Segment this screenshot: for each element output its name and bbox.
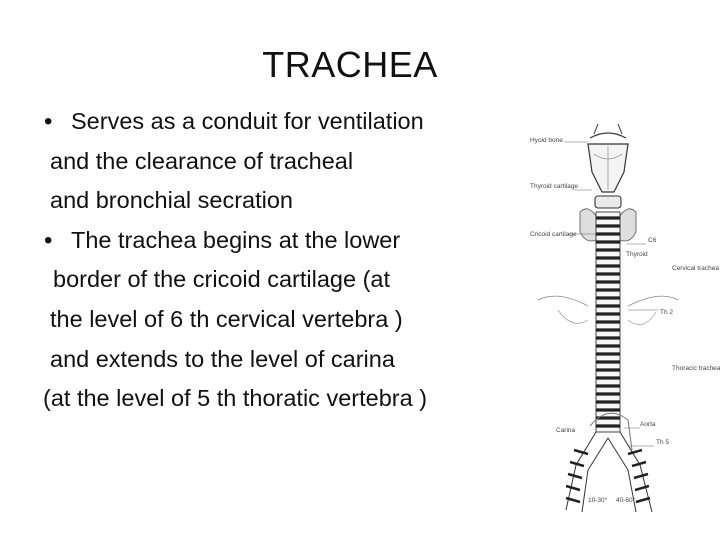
label-th5: Th 5	[656, 439, 670, 446]
label-thoracic-trachea: Thoracic trachea	[672, 365, 720, 372]
label-carina: Carina	[556, 427, 576, 434]
line-text: and extends to the level of carina	[50, 345, 395, 372]
line-text: Serves as a conduit for ventilation	[71, 108, 424, 134]
bronchi	[566, 432, 652, 512]
label-cricoid: Cricoid cartilage	[530, 231, 577, 238]
slide-title: TRACHEA	[262, 44, 438, 85]
line-text: the level of 6 th cervical vertebra )	[50, 305, 403, 332]
trachea-anatomy-icon	[528, 120, 720, 525]
bullet-icon: •	[44, 108, 53, 135]
label-angle-right: 10-30°	[588, 497, 608, 504]
text-line	[40, 379, 540, 419]
line-text: border of the cricoid cartilage (at	[53, 266, 390, 293]
label-cervical-trachea: Cervical trachea	[672, 265, 719, 272]
text-line	[40, 221, 540, 261]
trachea-anatomy-figure	[528, 120, 720, 525]
label-thyroid-gland: Thyroid	[626, 251, 648, 258]
line-text: and the clearance of tracheal	[50, 147, 354, 174]
text-line	[40, 340, 540, 380]
label-c6: C6	[648, 237, 657, 244]
line-text: The trachea begins at the lower	[71, 226, 401, 253]
text-line	[40, 102, 540, 142]
label-aorta: Aorta	[640, 421, 656, 428]
slide-body	[40, 102, 540, 419]
line-text: and bronchial secration	[50, 187, 293, 214]
text-line	[40, 142, 540, 182]
bullet-icon: •	[44, 226, 53, 254]
line-text: (at the level of 5 th thoratic vertebra )	[43, 385, 428, 412]
text-line	[40, 300, 540, 340]
label-hyoid: Hyoid bone	[530, 137, 563, 144]
label-thyroid-cartilage: Thyroid cartilage	[530, 183, 579, 190]
text-line	[40, 181, 540, 221]
label-th2: Th 2	[660, 309, 674, 316]
text-line	[40, 260, 540, 300]
tracheal-rings	[596, 212, 620, 432]
label-angle-left: 40-60°	[616, 497, 636, 504]
